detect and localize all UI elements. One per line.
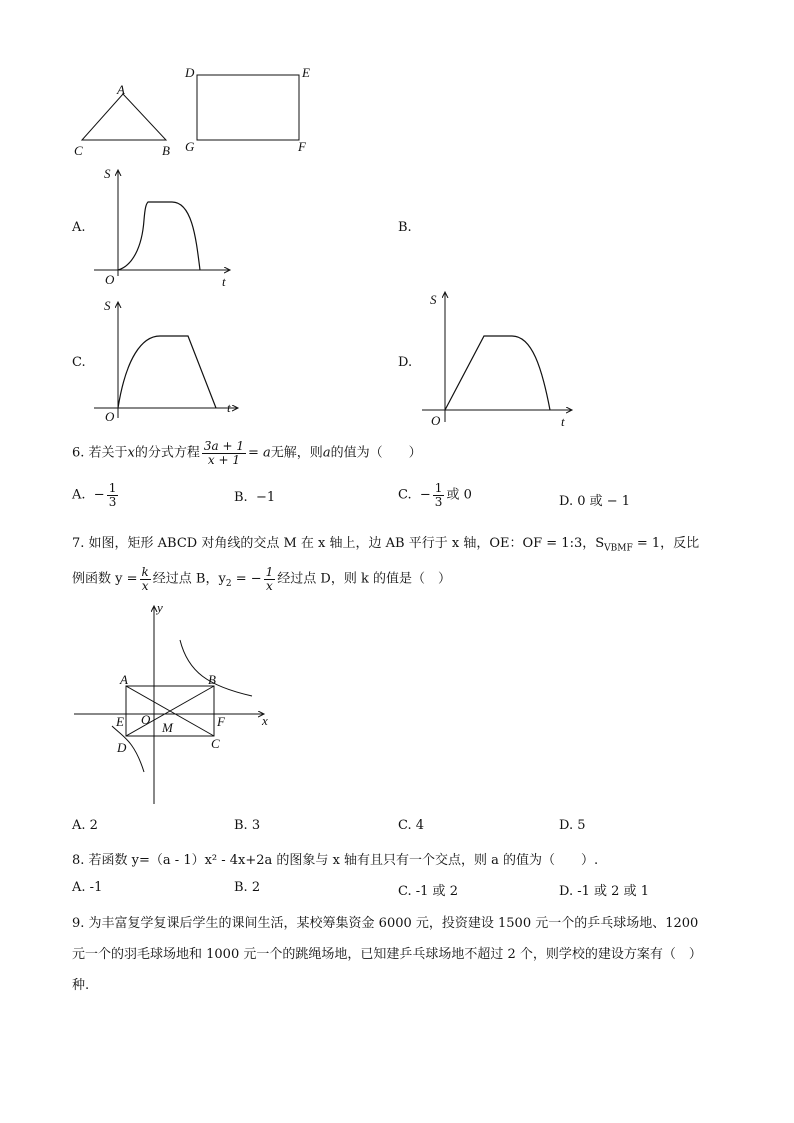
q8-option-a[interactable]: A. -1 [72, 880, 103, 895]
q5-option-a-label[interactable]: A. [72, 220, 86, 235]
q5-graph-a[interactable] [92, 168, 242, 283]
q5-d-origin: O [431, 413, 441, 428]
point-c-label: C [74, 143, 83, 158]
q6-option-c[interactable]: C. − $\frac{1}{3}$ 或 0 [398, 481, 472, 509]
q7-point-o: O [141, 712, 151, 727]
q5-option-b-label[interactable]: B. [398, 220, 412, 235]
q5-d-axis-s: S [430, 292, 437, 307]
point-g-label: G [185, 139, 195, 154]
q5-c-axis-t: t [227, 400, 231, 415]
q7-point-c: C [211, 736, 220, 751]
q8-option-c[interactable]: C. -1 或 2 [398, 884, 458, 899]
q5-c-origin: O [105, 409, 115, 424]
q5-option-c-label[interactable]: C. [72, 355, 86, 370]
q8-option-d[interactable]: D. -1 或 2 或 1 [559, 884, 649, 899]
triangle-rectangle-diagram [60, 60, 330, 160]
point-f-label: F [298, 139, 306, 154]
q5-a-origin: O [105, 272, 115, 287]
q6-option-a[interactable]: A. − $\frac{1}{3}$ [72, 481, 117, 509]
q5-option-d-label[interactable]: D. [398, 355, 413, 370]
q6-stem: 6. 若关于x的分式方程 $\frac{3a + 1}{x + 1}$ = a无解，则a的值为（ ） [72, 439, 422, 467]
q7-option-d[interactable]: D. 5 [559, 818, 586, 833]
q6-option-d[interactable]: D. 0 或 − 1 [559, 494, 631, 509]
q5-a-axis-t: t [222, 274, 226, 289]
q7-point-a: A [120, 672, 128, 687]
q7-point-b: B [208, 672, 216, 687]
q7-figure [72, 600, 282, 810]
q5-a-axis-s: S [104, 166, 111, 181]
q7-option-a[interactable]: A. 2 [72, 818, 98, 833]
point-e-label: E [302, 65, 310, 80]
q7-stem-line1: 7. 如图，矩形 ABCD 对角线的交点 M 在 x 轴上，边 AB 平行于 x 轴，OE：OF = 1:3，$S_{VBMF} = 1$，反比 [72, 536, 700, 554]
q5-graph-c[interactable] [92, 298, 242, 418]
q7-point-m: M [162, 720, 173, 735]
q7-axis-y: y [157, 600, 163, 615]
q7-point-d: D [117, 740, 127, 755]
q7-point-e: E [116, 714, 124, 729]
q5-graph-d[interactable] [420, 288, 580, 423]
q7-option-c[interactable]: C. 4 [398, 818, 425, 833]
q7-point-f: F [217, 714, 225, 729]
point-b-label: B [162, 143, 170, 158]
point-d-label: D [185, 65, 195, 80]
q6-option-b[interactable]: B. −1 [234, 490, 276, 505]
q7-option-b[interactable]: B. 3 [234, 818, 261, 833]
q8-option-b[interactable]: B. 2 [234, 880, 261, 895]
point-a-label: A [117, 82, 125, 97]
q8-stem: 8. 若函数 y=（a - 1）x² - 4x+2a 的图象与 x 轴有且只有一个交点，则 a 的值为（ ）. [72, 853, 599, 868]
q7-stem-line2: 例函数 y = $\frac{k}{x}$ 经过点 B，$y_2$ = − $\frac{1}{x}$ 经过点 D，则 k 的值是（ ） [72, 565, 451, 593]
q5-c-axis-s: S [104, 298, 111, 313]
q9-stem-line3: 种. [72, 978, 90, 993]
q7-axis-x: x [262, 713, 268, 728]
q9-stem-line1: 9. 为丰富复学复课后学生的课间生活，某校筹集资金 6000 元，投资建设 1500 元一个的乒乓球场地、1200 [72, 916, 699, 931]
q9-stem-line2: 元一个的羽毛球场地和 1000 元一个的跳绳场地，已知建乒乓球场地不超过 2 个，则学校的建设方案有（ ） [72, 947, 702, 962]
q5-d-axis-t: t [561, 414, 565, 429]
